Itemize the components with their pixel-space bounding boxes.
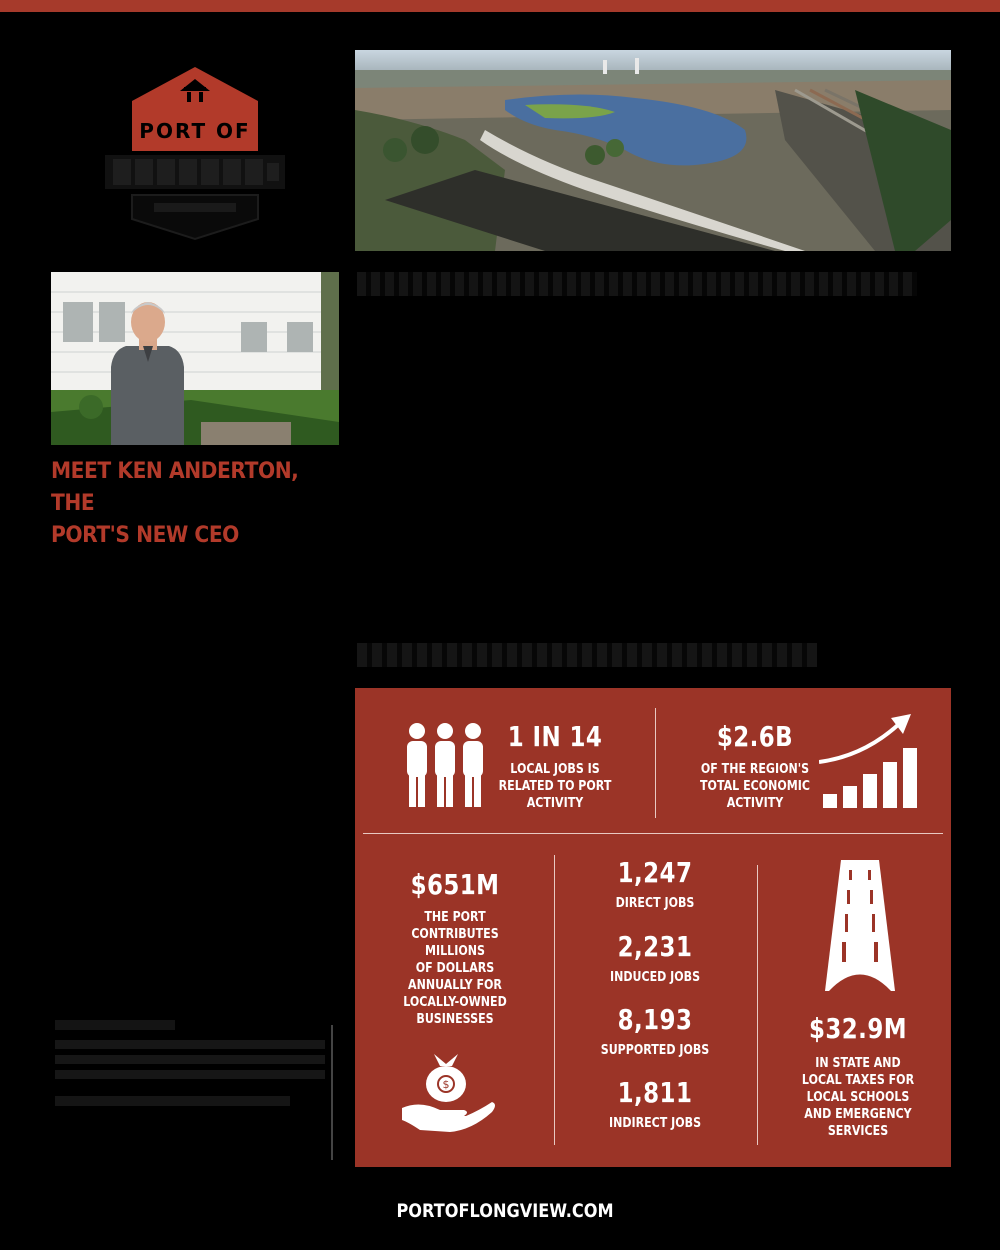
stat-econ-caption-1: OF THE REGION'S [700,762,810,777]
stat-contrib-value: $651M [410,868,500,901]
panel-divider-top [655,708,656,818]
panel-divider-left [554,855,555,1145]
stat-induced-value: 2,231 [617,930,693,963]
stat-contrib-caption-1: THE PORT [424,910,486,925]
top-accent-bar [0,0,1000,12]
note-body-dark [55,1040,325,1080]
stat-contrib-caption-2: CONTRIBUTES [411,927,499,942]
stat-taxes-caption-1: IN STATE AND [815,1056,901,1071]
stat-contrib-caption-7: BUSINESSES [416,1012,494,1027]
note-label-dark [55,1020,175,1030]
road-icon [823,858,897,993]
ceo-photo [51,272,339,445]
stat-contrib-caption-6: LOCALLY-OWNED [403,995,507,1010]
footer-website-link[interactable]: PORTOFLONGVIEW.COM [396,1200,614,1222]
stat-indirect-value: 1,811 [617,1076,693,1109]
stat-econ-caption-2: TOTAL ECONOMIC [700,779,810,794]
economic-stats-panel [355,688,951,1167]
stat-indirect-jobs [575,1076,735,1132]
stat-jobs-ratio-caption-3: ACTIVITY [526,796,584,811]
stat-econ-value: $2.6B [716,720,794,753]
stat-taxes [775,1012,941,1140]
feature-headline-dark [357,272,917,296]
growth-chart-icon [819,712,919,812]
stat-contrib-caption-4: OF DOLLARS [415,961,495,976]
stat-taxes-value: $32.9M [809,1012,907,1045]
money-bag-hand-icon [400,1050,500,1135]
stat-taxes-caption-2: LOCAL TAXES FOR [801,1073,915,1088]
stat-econ-caption-3: ACTIVITY [726,796,784,811]
stat-jobs-ratio-value: 1 IN 14 [507,720,603,753]
stat-taxes-caption-4: AND EMERGENCY [804,1107,912,1122]
stat-economic-activity [685,720,825,812]
ceo-feature-title[interactable] [51,456,327,552]
stat-direct-jobs [575,856,735,912]
stat-indirect-caption: INDIRECT JOBS [608,1116,702,1131]
port-logo [105,65,285,245]
stat-contributions [375,868,535,1028]
logo-chevron [130,193,260,241]
stat-jobs-ratio-caption-2: RELATED TO PORT [498,779,612,794]
sidebar-note [55,1020,325,1106]
stat-supported-jobs [575,1003,735,1059]
stat-supported-caption: SUPPORTED JOBS [600,1043,710,1058]
panel-divider-horizontal [363,833,943,834]
note-footer-dark [55,1096,290,1106]
aerial-photo [355,50,951,251]
stat-direct-caption: DIRECT JOBS [615,896,695,911]
stat-jobs-ratio [485,720,625,812]
sidebar-divider [331,1025,333,1160]
stat-induced-caption: INDUCED JOBS [609,970,701,985]
stat-taxes-caption-5: SERVICES [827,1124,889,1139]
stat-induced-jobs [575,930,735,986]
svg-text:$: $ [442,1078,450,1091]
stat-taxes-caption-3: LOCAL SCHOOLS [806,1090,910,1105]
stat-direct-value: 1,247 [617,856,693,889]
panel-divider-right [757,865,758,1145]
ceo-title-line-2: PORT'S NEW CEO [51,523,239,548]
stat-supported-value: 8,193 [617,1003,693,1036]
people-icon [400,721,490,811]
logo-wordmark [105,153,285,191]
stats-section-heading-dark [357,643,817,667]
stat-contrib-caption-3: MILLIONS [425,944,485,959]
ceo-title-line-1: MEET KEN ANDERTON, THE [51,459,299,516]
stat-contrib-caption-5: ANNUALLY FOR [408,978,502,993]
logo-port-of-text: PORT OF [139,119,251,143]
stat-jobs-ratio-caption-1: LOCAL JOBS IS [510,762,600,777]
